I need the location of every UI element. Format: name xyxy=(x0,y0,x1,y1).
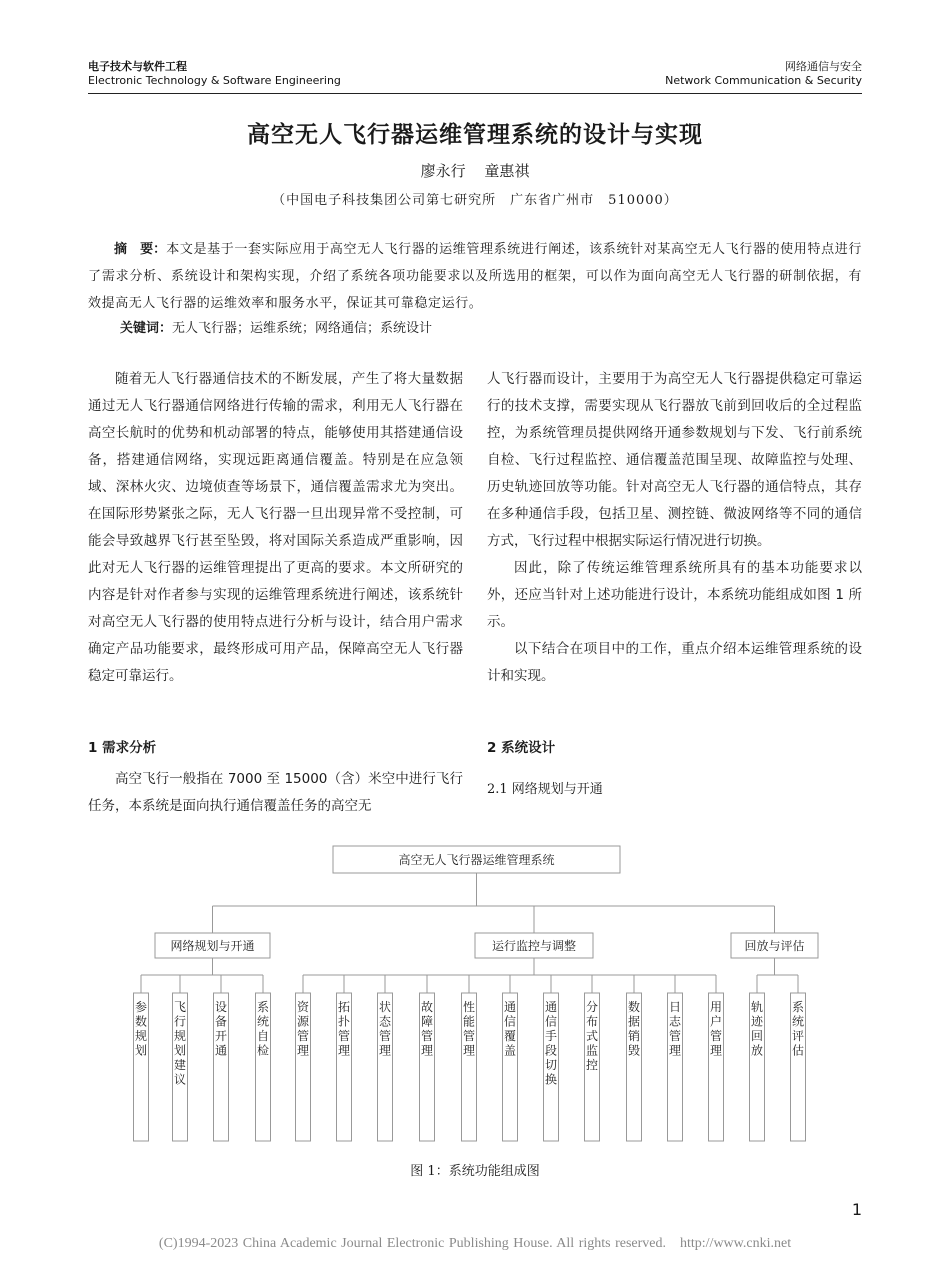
section-name-en: Network Communication & Security xyxy=(665,74,862,87)
leaf-node-label: 参数规划 xyxy=(134,1000,148,1058)
leaf-node-label: 通信覆盖 xyxy=(503,1000,517,1058)
leaf-node-label: 设备开通 xyxy=(214,1000,228,1058)
leaf-node-label: 日志管理 xyxy=(668,1000,682,1058)
section-1-body xyxy=(88,766,463,820)
leaf-node-label: 系统自检 xyxy=(256,1000,270,1058)
abstract xyxy=(88,236,862,317)
group-node-label: 网络规划与开通 xyxy=(170,939,255,953)
group-node-label: 回放与评估 xyxy=(744,939,805,953)
left-column xyxy=(88,366,463,690)
journal-name-cn: 电子技术与软件工程 xyxy=(88,60,187,73)
leaf-node-label: 性能管理 xyxy=(462,1000,476,1058)
figure-caption: 图 1：系统功能组成图 xyxy=(410,1164,540,1179)
leaf-node-label: 用户管理 xyxy=(709,1000,723,1058)
right-paragraph-3: 以下结合在项目中的工作，重点介绍本运维管理系统的设计和实现。 xyxy=(487,641,862,684)
system-function-diagram xyxy=(88,838,863,1158)
subsection-2-1-heading: 2.1 网络规划与开通 xyxy=(487,782,603,797)
authors: 廖永行 童惠祺 xyxy=(420,162,530,180)
page-number: 1 xyxy=(851,1200,862,1219)
section-1-heading: 1 需求分析 xyxy=(88,740,157,756)
footer xyxy=(0,1236,950,1252)
abstract-text: 本文是基于一套实际应用于高空无人飞行器的运维管理系统进行阐述，该系统针对某高空无人飞行器的使用特点进行了需求分析、系统设计和架构实现，介绍了系统各项功能要求以及所选用的框架，可以作为面向高空无人飞行器的研制依据，有效提高无人飞行器的运维效率和服务水平，保证其可靠稳定运行。 xyxy=(88,242,862,311)
section-1-paragraph: 高空飞行一般指在 7000 至 15000（含）米空中进行飞行任务，本系统是面向执行通信覆盖任务的高空无 xyxy=(88,771,463,814)
leaf-node-label: 分布式监控 xyxy=(585,1000,599,1072)
paper-title: 高空无人飞行器运维管理系统的设计与实现 xyxy=(247,122,703,148)
intro-paragraph: 随着无人飞行器通信技术的不断发展，产生了将大量数据通过无人飞行器通信网络进行传输的需求，利用无人飞行器在高空长航时的优势和机动部署的特点，能够使用其搭建通信设备，搭建通信网络，实现远距离通信覆盖。特别是在应急领域、深林火灾、边境侦查等场景下，通信覆盖需求尤为突出。在国际形势紧张之际，无人飞行器一旦出现异常不受控制，可能会导致越界飞行甚至坠毁，将对国际关系造成严重影响，因此对无人飞行器的运维管理提出了更高的要求。本文所研究的内容是针对作者参与实现的运维管理系统进行阐述，该系统针对高空无人飞行器的使用特点进行分析与设计，结合用户需求确定产品功能要求，最终形成可用产品，保障高空无人飞行器稳定可靠运行。 xyxy=(88,371,463,684)
leaf-node-label: 系统评估 xyxy=(791,1000,805,1058)
section-2-heading: 2 系统设计 xyxy=(487,740,556,756)
keywords xyxy=(120,318,432,340)
leaf-node-label: 状态管理 xyxy=(378,1000,392,1058)
footer-copyright: (C)1994-2023 China Academic Journal Electronic Publishing House. All rights reserved. xyxy=(158,1236,666,1251)
leaf-node-label: 故障管理 xyxy=(420,1000,434,1058)
leaf-node-label: 轨迹回放 xyxy=(750,1000,764,1058)
keywords-text: 无人飞行器；运维系统；网络通信；系统设计 xyxy=(172,321,433,336)
right-column xyxy=(487,366,862,690)
section-name-cn: 网络通信与安全 xyxy=(785,60,862,73)
leaf-node-label: 数据销毁 xyxy=(627,1000,641,1058)
footer-url: http://www.cnki.net xyxy=(680,1236,792,1251)
journal-name-en: Electronic Technology & Software Engineering xyxy=(88,74,341,87)
leaf-node-label: 资源管理 xyxy=(296,1000,310,1058)
section-header xyxy=(665,60,862,88)
abstract-label: 摘 要： xyxy=(114,242,167,257)
leaf-node-label: 飞行规划建议 xyxy=(173,1000,187,1087)
header-rule xyxy=(88,93,862,94)
affiliation: （中国电子科技集团公司第七研究所 广东省广州市 510000） xyxy=(272,193,678,208)
right-paragraph-2: 因此，除了传统运维管理系统所具有的基本功能要求以外，还应当针对上述功能进行设计，本系统功能组成如图 1 所示。 xyxy=(487,560,862,630)
journal-header xyxy=(88,60,341,88)
group-node-label: 运行监控与调整 xyxy=(491,939,577,953)
right-paragraph-1: 人飞行器而设计，主要用于为高空无人飞行器提供稳定可靠运行的技术支撑，需要实现从飞行器放飞前到回收后的全过程监控，为系统管理员提供网络开通参数规划与下发、飞行前系统自检、飞行过程监控、通信覆盖范围呈现、故障监控与处理、历史轨迹回放等功能。针对高空无人飞行器的通信特点，其存在多种通信手段，包括卫星、测控链、微波网络等不同的通信方式，飞行过程中根据实际运行情况进行切换。 xyxy=(487,371,862,549)
leaf-node-label: 通信手段切换 xyxy=(544,1000,558,1087)
root-node-label: 高空无人飞行器运维管理系统 xyxy=(398,853,555,867)
leaf-node-label: 拓扑管理 xyxy=(337,1000,351,1058)
keywords-label: 关键词： xyxy=(120,321,173,336)
